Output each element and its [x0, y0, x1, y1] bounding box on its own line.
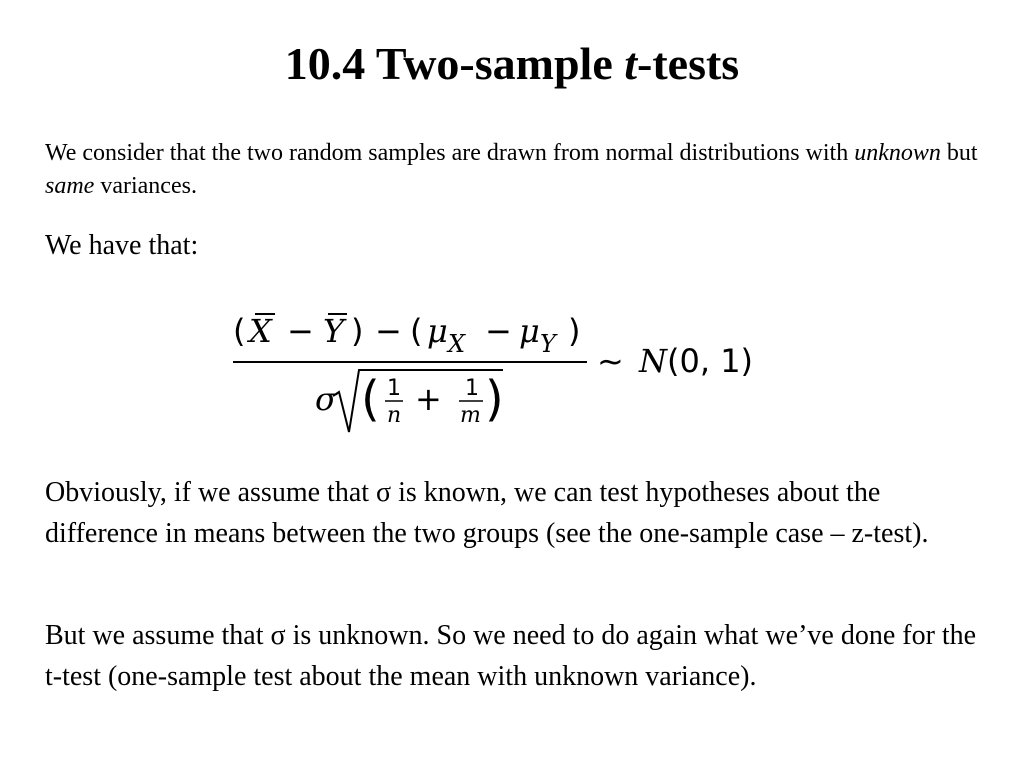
- formula-ybar: Y: [323, 312, 345, 350]
- intro-part1: We consider that the two random samples are drawn from normal distributions with: [45, 140, 855, 166]
- formula-denominator: [315, 370, 504, 432]
- formula-numerator: [233, 312, 580, 358]
- formula-mu-y: μ: [519, 312, 540, 350]
- svg-text:~: ~: [597, 342, 624, 380]
- svg-text:1: 1: [465, 376, 479, 401]
- svg-text:): ): [351, 312, 364, 350]
- formula-xbar: X: [249, 312, 272, 350]
- intro-paragraph: [45, 137, 985, 203]
- svg-text:Y: Y: [540, 330, 556, 358]
- intro-part2: but: [940, 140, 978, 166]
- intro-same: same: [45, 173, 95, 199]
- svg-text:n: n: [387, 403, 402, 428]
- svg-text:1: 1: [387, 376, 401, 401]
- svg-text:N: N: [639, 342, 667, 380]
- svg-text:(: (: [361, 371, 380, 427]
- title-suffix: -tests: [637, 38, 740, 89]
- title-italic-t: t: [624, 38, 638, 89]
- formula-mu-x: μ: [427, 312, 448, 350]
- svg-text:(: (: [410, 312, 423, 350]
- svg-text:(: (: [233, 312, 246, 350]
- paragraph-sigma-unknown: But we assume that σ is unknown. So we need to do again what we’ve done for the t-test (one-sample test about the mean with unknown variance).: [45, 620, 977, 692]
- title-prefix: 10.4 Two-sample: [284, 38, 625, 89]
- svg-text:): ): [485, 371, 504, 427]
- svg-text:): ): [568, 312, 581, 350]
- svg-text:−: −: [485, 312, 512, 350]
- slide-title: [0, 36, 1024, 92]
- svg-text:−: −: [375, 312, 402, 350]
- paragraph-sigma-known: Obviously, if we assume that σ is known, we can test hypotheses about the difference in means between the two groups (see the one-sample case – z-test).: [45, 477, 929, 549]
- svg-text:(0, 1): (0, 1): [667, 342, 754, 380]
- svg-text:+: +: [415, 380, 442, 418]
- intro-part3: variances.: [94, 173, 197, 199]
- formula-rhs: [597, 342, 753, 380]
- svg-text:m: m: [460, 403, 481, 428]
- test-statistic-formula: [225, 300, 785, 445]
- svg-text:−: −: [287, 312, 314, 350]
- svg-text:X: X: [448, 330, 466, 358]
- intro-unknown: unknown: [854, 140, 941, 166]
- formula-sigma: σ: [315, 380, 337, 418]
- we-have-that: We have that:: [45, 230, 199, 261]
